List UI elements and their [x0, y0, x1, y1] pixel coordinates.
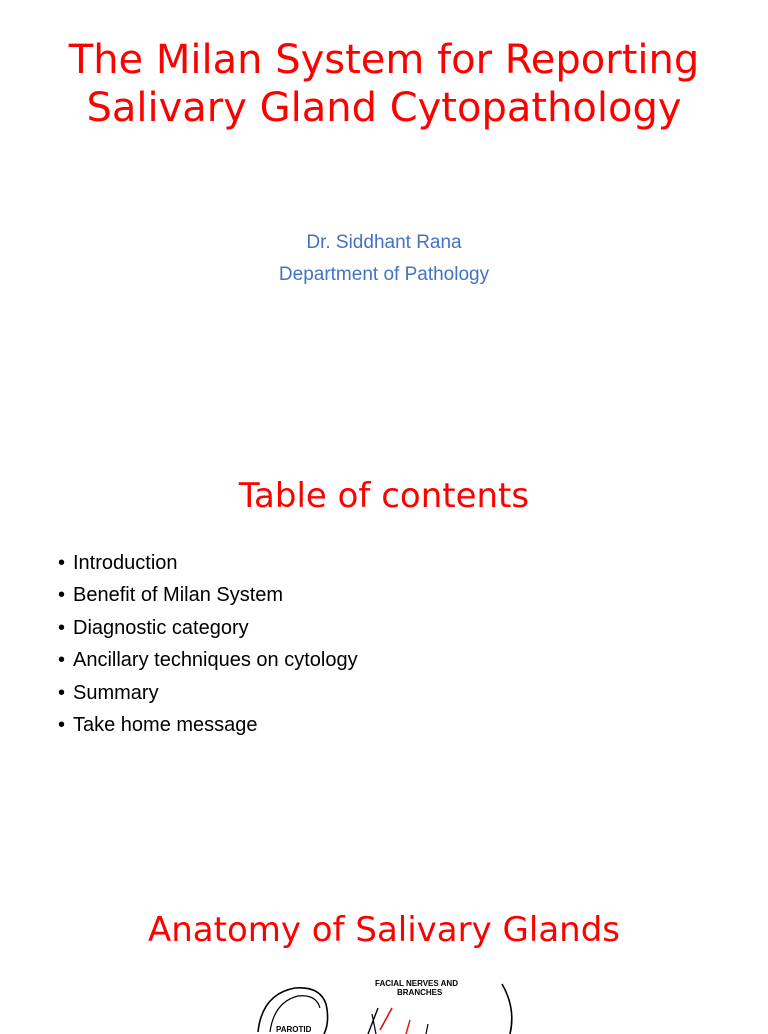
toc-item [58, 612, 358, 644]
toc-item [58, 709, 358, 741]
bullet-icon: • [58, 681, 66, 704]
bullet-icon: • [58, 649, 66, 672]
department-name: Department of Pathology [278, 264, 490, 285]
presentation-title [0, 36, 768, 132]
title-line-2: Salivary Gland Cytopathology [86, 85, 682, 131]
nerve-branch-black-3 [426, 1024, 428, 1034]
bullet-icon: • [58, 552, 66, 574]
salivary-gland-diagram [240, 974, 540, 1034]
bullet-icon: • [58, 714, 66, 737]
toc-item [58, 677, 358, 709]
toc-item-label: Diagnostic category [73, 616, 249, 639]
toc-item-label: Summary [73, 681, 159, 704]
anatomy-heading: Anatomy of Salivary Glands [147, 910, 621, 950]
anatomy-slide [0, 864, 768, 1034]
nerve-branch-red [380, 1008, 392, 1030]
toc-heading: Table of contents [238, 476, 530, 516]
toc-item-label: Benefit of Milan System [73, 584, 284, 607]
toc-item-label: Take home message [73, 714, 258, 737]
title-slide [0, 0, 768, 432]
toc-item-label: Ancillary techniques on cytology [73, 649, 358, 672]
facial-nerves-label-2: BRANCHES [397, 988, 443, 997]
toc-item [58, 579, 358, 611]
title-line-1: The Milan System for Reporting [68, 37, 700, 83]
author-name: Dr. Siddhant Rana [306, 232, 462, 253]
toc-slide [0, 432, 768, 864]
face-outline [502, 984, 512, 1034]
bullet-icon: • [58, 584, 66, 607]
parotid-label: PAROTID [276, 1025, 312, 1034]
bullet-icon: • [58, 616, 66, 639]
toc-item-label: Introduction [73, 552, 178, 574]
toc-item [58, 547, 358, 579]
facial-nerves-label-1: FACIAL NERVES AND [375, 979, 458, 988]
nerve-branch-red-2 [406, 1020, 410, 1034]
subtitle-block [0, 227, 768, 291]
toc-item [58, 644, 358, 676]
toc-list [58, 547, 358, 741]
